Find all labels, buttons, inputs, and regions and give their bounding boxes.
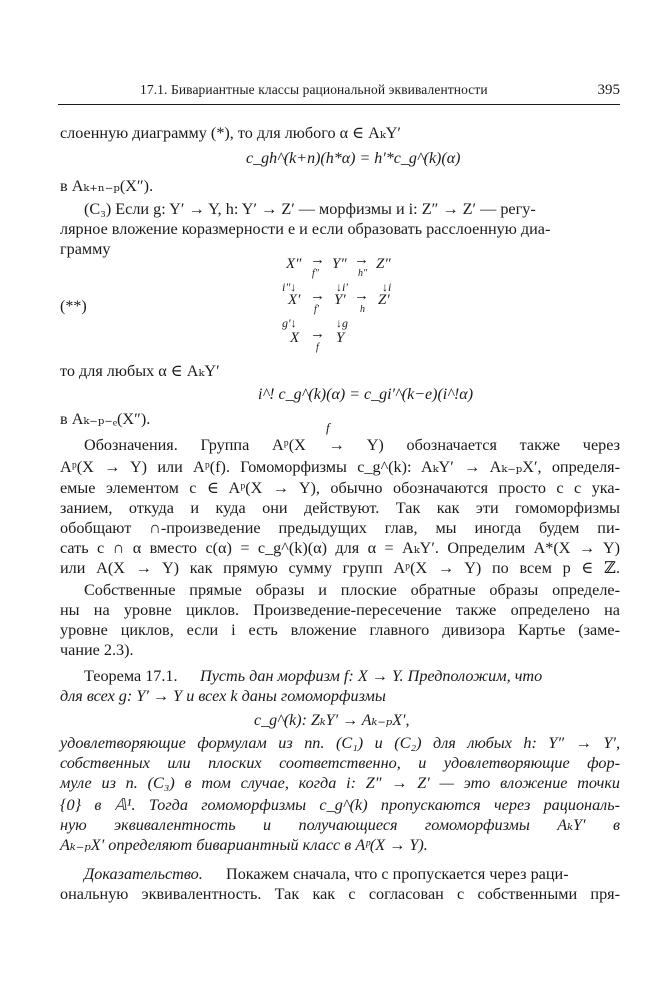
arrow-icon: → — [310, 326, 325, 342]
text-line: Обозначения. Группа Aᵖ(X → Y) обозначается также через — [84, 436, 620, 454]
text-line: грамму — [60, 240, 111, 258]
text-line: чание 2.3). — [60, 641, 134, 659]
diagram-node: Z′ — [378, 292, 390, 308]
arrow-icon: → — [310, 252, 325, 268]
equation-3: c_g^(k): ZₖY′ → Aₖ₋ₚX′, — [254, 712, 410, 729]
diagram-node: Y′ — [334, 292, 346, 308]
text-line: Aᵖ(X → Y) или Aᵖ(f). Гомоморфизмы c_g^(k): AₖY′ → Aₖ₋ₚX′, определя- — [60, 458, 620, 476]
arrow-icon: → — [354, 252, 369, 268]
text-line: {0} в 𝔸¹. Тогда гомоморфизмы c_g^(k) пропускаются через рациональ- — [60, 796, 620, 814]
text-line: (C₃) Если g: Y′ → Y, h: Y′ → Z′ — морфизмы и i: Z″ → Z′ — регу- — [84, 200, 536, 218]
text-line: занием, откуда и куда они действуют. Так как эти гомоморфизмы — [60, 499, 620, 517]
text-line: в Aₖ₋ₚ₋ₑ(X″). — [60, 410, 151, 428]
map-label: g′↓ — [282, 316, 297, 330]
map-label: f′ — [314, 304, 319, 315]
map-label: ↓i — [382, 280, 392, 294]
text-line: удовлетворяющие формулам из пп. (C₁) и (C₂) для любых h: Y″ → Y′, — [60, 734, 620, 752]
text-line: собственных или плоских соответственно, и удовлетворяющие фор- — [60, 754, 620, 772]
text-line: слоенную диаграмму (*), то для любого α ∈ AₖY′ — [60, 124, 401, 142]
equation-1: c_gh^(k+n)(h*α) = h′*c_g^(k)(α) — [246, 150, 461, 167]
text-line: ональную эквивалентность. Так как c согласован с собственными пря- — [60, 885, 620, 903]
map-label: h″ — [358, 268, 368, 279]
text-line: Aₖ₋ₚX′ определяют бивариантный класс в Aᵖ(X → Y). — [60, 836, 428, 854]
arrow-icon: → — [354, 288, 369, 304]
diagram-node: X — [290, 330, 300, 346]
page-number: 395 — [597, 82, 620, 98]
text-line: для всех g: Y′ → Y и всех k даны гомоморфизмы — [60, 687, 386, 705]
header-title: 17.1. Бивариантные классы рациональной эквивалентности — [140, 82, 488, 97]
text-line: уровне циклов, если i есть вложение главного дивизора Картье (заме- — [60, 621, 620, 639]
map-label: i″↓ — [282, 280, 297, 294]
map-label: ↓g — [336, 316, 348, 330]
text-line: ны на уровне циклов. Произведение-пересечение также определено на — [60, 601, 620, 619]
arrow-label: f — [326, 420, 330, 435]
diagram-node: X′ — [288, 292, 301, 308]
text-line: лярное вложение коразмерности e и если образовать расслоенную диа- — [60, 220, 551, 238]
map-label: h — [360, 304, 365, 315]
text-line: обобщают ∩-произведение предыдущих глав, мы иногда будем пи- — [60, 519, 620, 537]
text-line: Пусть дан морфизм f: X → Y. Предположим, что — [200, 667, 543, 685]
map-label: f — [316, 342, 319, 353]
running-header — [58, 80, 620, 105]
diagram-node: X″ — [286, 256, 302, 272]
text-line: то для любых α ∈ AₖY′ — [60, 362, 220, 380]
proof-heading: Доказательство. — [84, 865, 203, 883]
fiber-diagram — [282, 252, 422, 356]
diagram-node: Y″ — [332, 256, 347, 272]
text-line: емые элементом c ∈ Aᵖ(X → Y), обычно обозначаются просто c с ука- — [60, 479, 620, 497]
equation-2: i^! c_g^(k)(α) = c_gi′^(k−e)(i^!α) — [258, 386, 474, 403]
diagram-node: Z″ — [376, 256, 391, 272]
text-line: Собственные прямые образы и плоские обратные образы определе- — [84, 581, 620, 599]
text-line: муле из п. (C₃) в том случае, когда i: Z″ → Z′ — это вложение точки — [60, 774, 620, 792]
map-label: f″ — [312, 268, 319, 279]
text-line: в Aₖ₊ₙ₋ₚ(X″). — [60, 177, 154, 195]
diagram-tag: (**) — [60, 298, 87, 315]
diagram-node: Y — [336, 330, 345, 346]
text-line: ную эквивалентность и получающиеся гомоморфизмы AₖY′ в — [60, 816, 620, 834]
text-line: Покажем сначала, что c пропускается через раци- — [226, 865, 569, 883]
arrow-icon: → — [310, 288, 325, 304]
text-line: сать c ∩ α вместо c(α) = c_g^(k)(α) для α = AₖY′. Определим A*(X → Y) — [60, 539, 620, 557]
map-label: ↓i′ — [336, 280, 348, 294]
text-line: или A(X → Y) как прямую сумму групп Aᵖ(X → Y) по всем p ∈ ℤ. — [60, 559, 620, 577]
theorem-heading: Теорема 17.1. — [84, 667, 178, 685]
